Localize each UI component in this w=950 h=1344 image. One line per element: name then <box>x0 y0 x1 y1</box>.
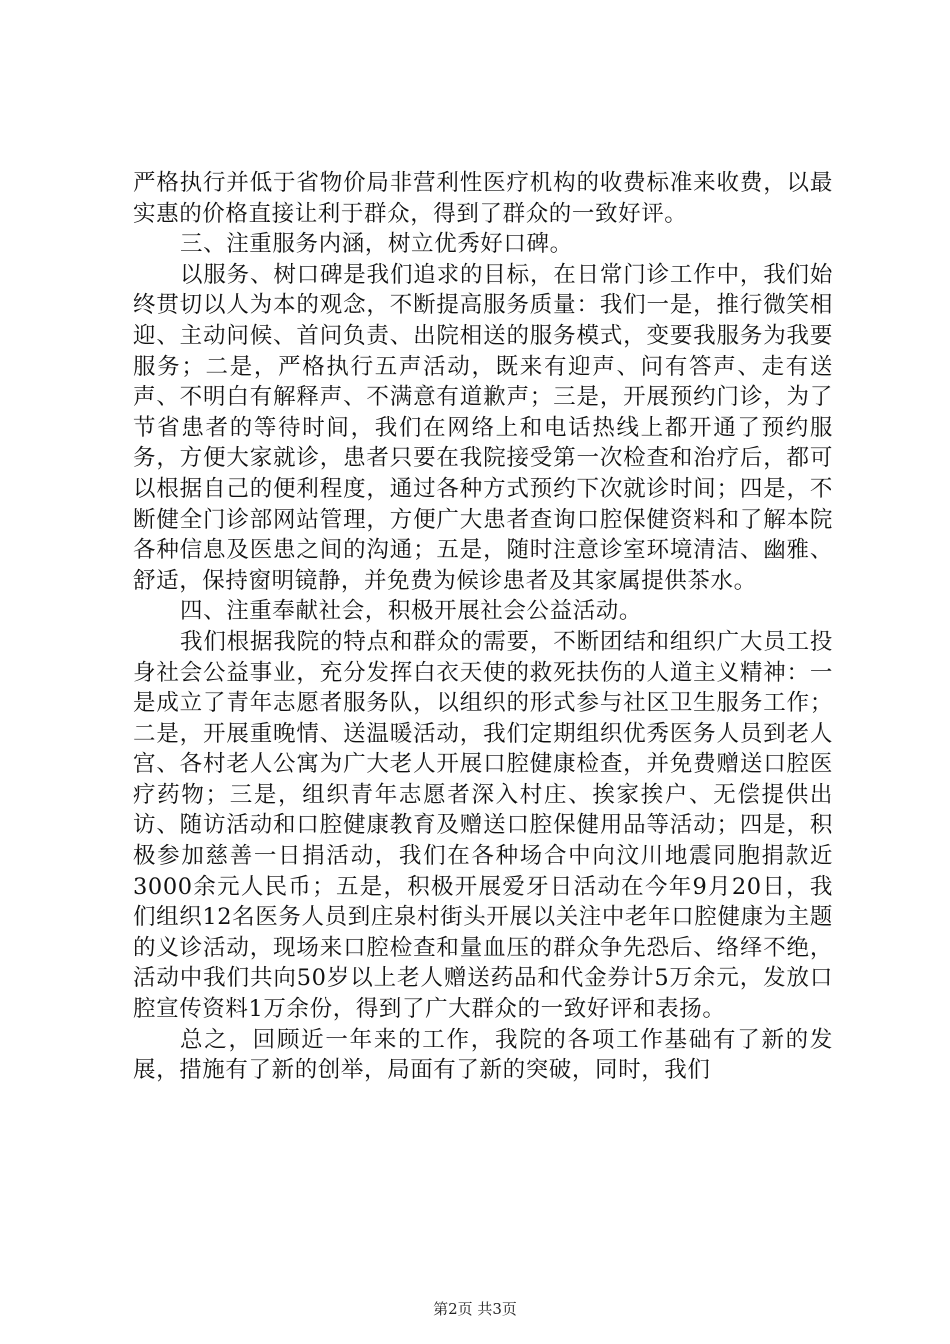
page-footer <box>0 1299 950 1319</box>
section-heading-public-welfare: 四、注重奉献社会，积极开展社会公益活动。 <box>180 598 643 625</box>
paragraph-summary: 总之，回顾近一年来的工作，我院的各项工作基础有了新的发展，措施有了新的创举，局面有了新的突破，同时，我们 <box>133 1026 833 1084</box>
document-body <box>133 168 833 1086</box>
section-heading-service: 三、注重服务内涵，树立优秀好口碑。 <box>180 231 573 258</box>
paragraph-service-details: 以服务、树口碑是我们追求的目标，在日常门诊工作中，我们始终贯切以人为本的观念，不断提高服务质量：我们一是，推行微笑相迎、主动问候、首问负责、出院相送的服务模式，变要我服务为我要服务；二是，严格执行五声活动，既来有迎声、问有答声、走有送声、不明白有解释声、不满意有道歉声；三是，开展预约门诊，为了节省患者的等待时间，我们在网络上和电话热线上都开通了预约服务，方便大家就诊，患者只要在我院接受第一次检查和治疗后，都可以根据自己的便利程度，通过各种方式预约下次就诊时间；四是，不断健全门诊部网站管理，方便广大患者查询口腔保健资料和了解本院各种信息及医患之间的沟通；五是，随时注意诊室环境清洁、幽雅、舒适，保持窗明镜静，并免费为候诊患者及其家属提供茶水。 <box>133 261 833 594</box>
paragraph-fee-policy: 严格执行并低于省物价局非营利性医疗机构的收费标准来收费，以最实惠的价格直接让利于群众，得到了群众的一致好评。 <box>133 170 833 227</box>
page-number-label: 第2页 共3页 <box>433 1300 517 1318</box>
paragraph-public-welfare-details: 我们根据我院的特点和群众的需要，不断团结和组织广大员工投身社会公益事业，充分发挥白衣天使的救死扶伤的人道主义精神：一是成立了青年志愿者服务队，以组织的形式参与社区卫生服务工作；二是，开展重晚情、送温暖活动，我们定期组织优秀医务人员到老人宫、各村老人公寓为广大老人开展口腔健康检查，并免费赠送口腔医疗药物；三是，组织青年志愿者深入村庄、挨家挨户、无偿提供出访、随访活动和口腔健康教育及赠送口腔保健用品等活动；四是，积极参加慈善一日捐活动，我们在各种场合中向汶川地震同胞捐款近3000余元人民币；五是，积极开展爱牙日活动在今年9月20日，我们组织12名医务人员到庄泉村街头开展以关注中老年口腔健康为主题的义诊活动，现场来口腔检查和量血压的群众争先恐后、络绎不绝，活动中我们共向50岁以上老人赠送药品和代金券计5万余元，发放口腔宣传资料1万余份，得到了广大群众的一致好评和表扬。 <box>133 628 833 1023</box>
